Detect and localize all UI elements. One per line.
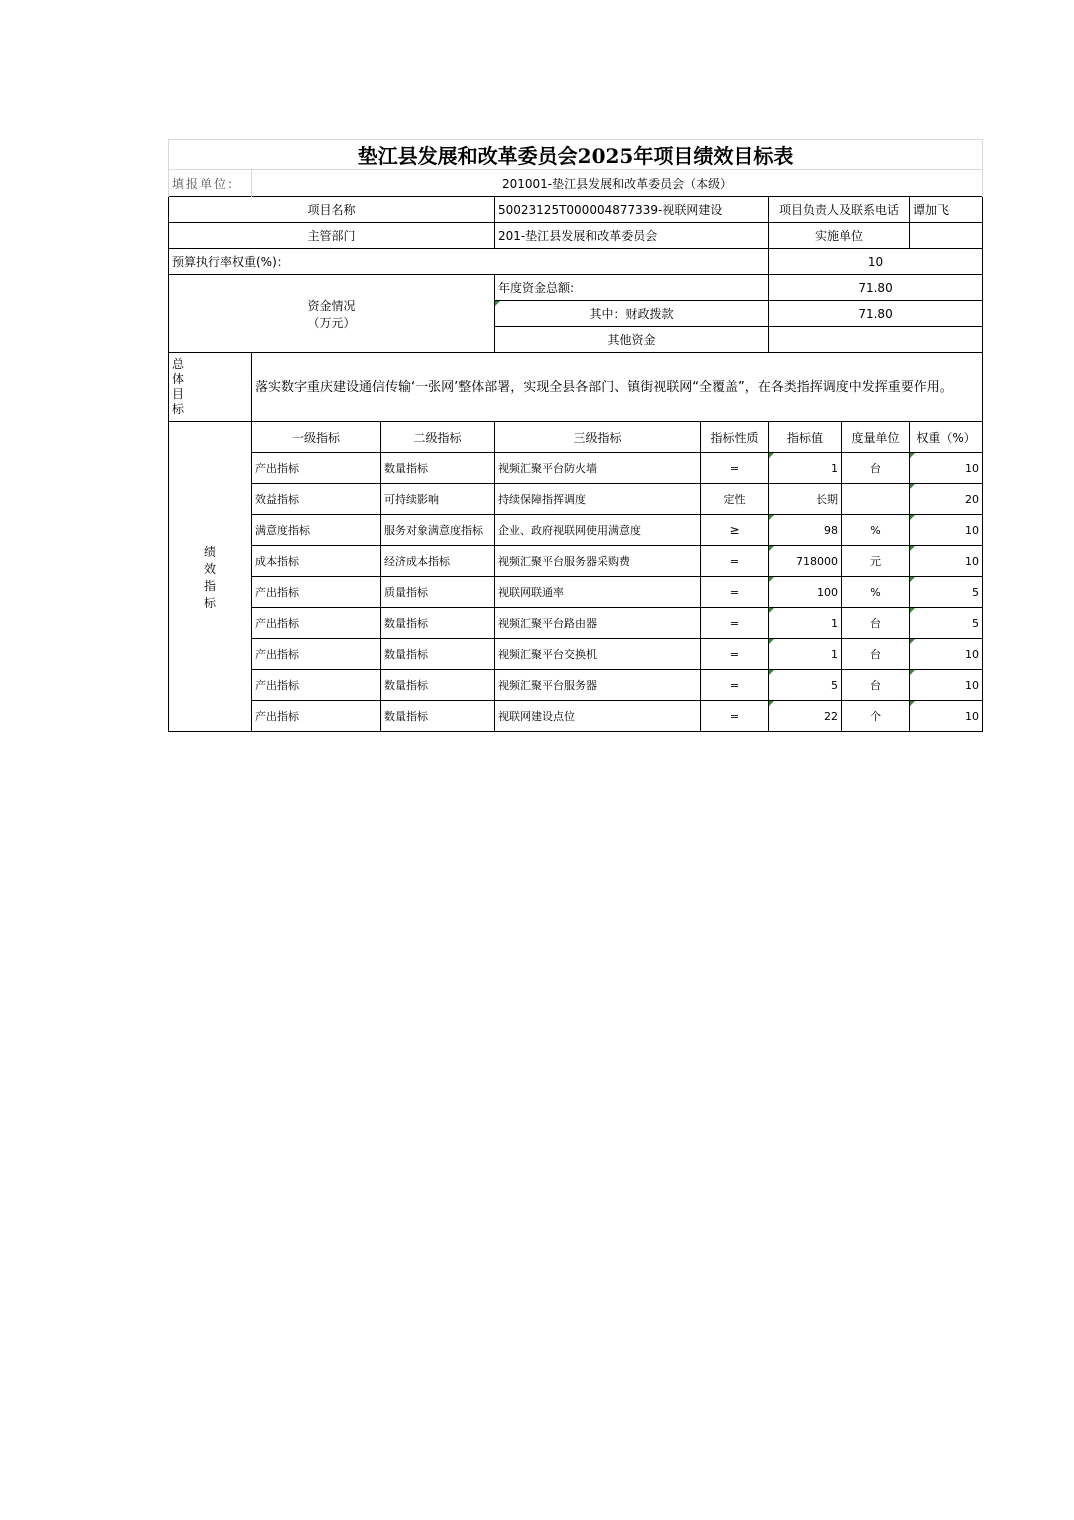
nature-cell: = — [701, 639, 769, 670]
weight-cell: 10 — [910, 515, 983, 546]
goal-char-4: 标 — [172, 402, 185, 416]
unit-cell: 个 — [842, 701, 910, 732]
value-cell: 100 — [769, 577, 842, 608]
level1-cell: 成本指标 — [252, 546, 381, 577]
value-cell: 98 — [769, 515, 842, 546]
weight-cell: 10 — [910, 701, 983, 732]
level1-cell: 效益指标 — [252, 484, 381, 515]
value-cell: 长期 — [769, 484, 842, 515]
goal-char-1: 总 — [172, 357, 185, 371]
level2-cell: 数量指标 — [381, 670, 495, 701]
table-row — [169, 484, 983, 515]
header-nature: 指标性质 — [701, 422, 769, 453]
unit-cell: 台 — [842, 670, 910, 701]
budget-rate-value: 10 — [769, 249, 983, 275]
level3-cell: 持续保障指挥调度 — [495, 484, 701, 515]
table-row — [169, 670, 983, 701]
weight-cell: 5 — [910, 577, 983, 608]
fill-unit-value: 201001-垫江县发展和改革委员会（本级） — [252, 170, 983, 197]
level3-cell: 视联网联通率 — [495, 577, 701, 608]
overall-goal-label — [169, 353, 252, 422]
level2-cell: 数量指标 — [381, 453, 495, 484]
manager-value: 谭加飞 — [910, 197, 983, 223]
header-weight: 权重（%） — [910, 422, 983, 453]
value-cell: 718000 — [769, 546, 842, 577]
table-row — [169, 453, 983, 484]
level1-cell: 产出指标 — [252, 670, 381, 701]
weight-cell: 10 — [910, 453, 983, 484]
dept-value: 201-垫江县发展和改革委员会 — [495, 223, 769, 249]
goal-char-2: 体 — [172, 372, 185, 386]
value-cell: 22 — [769, 701, 842, 732]
nature-cell: ≥ — [701, 515, 769, 546]
other-funds-label: 其他资金 — [495, 327, 769, 353]
fiscal-value: 71.80 — [769, 301, 983, 327]
weight-cell: 5 — [910, 608, 983, 639]
project-name-label: 项目名称 — [169, 197, 495, 223]
funds-label — [169, 275, 495, 353]
unit-cell: 元 — [842, 546, 910, 577]
level2-cell: 数量指标 — [381, 639, 495, 670]
nature-cell: = — [701, 453, 769, 484]
level3-cell: 视频汇聚平台服务器 — [495, 670, 701, 701]
table-row — [169, 608, 983, 639]
nature-cell: = — [701, 701, 769, 732]
level2-cell: 数量指标 — [381, 608, 495, 639]
unit-cell: % — [842, 515, 910, 546]
perf-char-2: 效 — [203, 561, 216, 576]
table-row — [169, 515, 983, 546]
nature-cell: 定性 — [701, 484, 769, 515]
manager-label: 项目负责人及联系电话 — [769, 197, 910, 223]
level1-cell: 产出指标 — [252, 577, 381, 608]
dept-label: 主管部门 — [169, 223, 495, 249]
annual-total-label: 年度资金总额: — [495, 275, 769, 301]
performance-indicators-label — [169, 422, 252, 732]
header-level2: 二级指标 — [381, 422, 495, 453]
unit-cell: 台 — [842, 639, 910, 670]
level3-cell: 视频汇聚平台防火墙 — [495, 453, 701, 484]
value-cell: 1 — [769, 608, 842, 639]
level3-cell: 视联网建设点位 — [495, 701, 701, 732]
funds-label-line2: （万元） — [307, 315, 356, 330]
budget-rate-label: 预算执行率权重(%)： — [169, 249, 769, 275]
other-funds-value — [769, 327, 983, 353]
nature-cell: = — [701, 608, 769, 639]
nature-cell: = — [701, 577, 769, 608]
value-cell: 1 — [769, 639, 842, 670]
fill-unit-label: 填报单位: — [169, 170, 252, 197]
perf-char-3: 指 — [203, 578, 216, 593]
header-unit: 度量单位 — [842, 422, 910, 453]
level1-cell: 产出指标 — [252, 608, 381, 639]
unit-cell: % — [842, 577, 910, 608]
nature-cell: = — [701, 670, 769, 701]
overall-goal-text: 落实数字重庆建设通信传输‘一张网’整体部署，实现全县各部门、镇街视联网“全覆盖”，在各类指挥调度中发挥重要作用。 — [252, 353, 983, 422]
unit-cell — [842, 484, 910, 515]
level1-cell: 满意度指标 — [252, 515, 381, 546]
level2-cell: 服务对象满意度指标 — [381, 515, 495, 546]
level3-cell: 企业、政府视联网使用满意度 — [495, 515, 701, 546]
fiscal-label: 其中：财政拨款 — [495, 301, 769, 327]
header-value: 指标值 — [769, 422, 842, 453]
level2-cell: 质量指标 — [381, 577, 495, 608]
annual-total-value: 71.80 — [769, 275, 983, 301]
impl-value — [910, 223, 983, 249]
table-row — [169, 577, 983, 608]
weight-cell: 10 — [910, 670, 983, 701]
value-cell: 5 — [769, 670, 842, 701]
table-row — [169, 701, 983, 732]
table-row — [169, 546, 983, 577]
level3-cell: 视频汇聚平台交换机 — [495, 639, 701, 670]
project-name-value: 50023125T000004877339-视联网建设 — [495, 197, 769, 223]
sheet-title: 垫江县发展和改革委员会2025年项目绩效目标表 — [169, 140, 983, 170]
level2-cell: 可持续影响 — [381, 484, 495, 515]
unit-cell: 台 — [842, 608, 910, 639]
perf-char-4: 标 — [203, 595, 216, 610]
table-row — [169, 639, 983, 670]
weight-cell: 10 — [910, 546, 983, 577]
nature-cell: = — [701, 546, 769, 577]
unit-cell: 台 — [842, 453, 910, 484]
level2-cell: 数量指标 — [381, 701, 495, 732]
performance-table — [168, 139, 983, 732]
funds-label-line1: 资金情况 — [307, 298, 356, 313]
weight-cell: 20 — [910, 484, 983, 515]
level1-cell: 产出指标 — [252, 639, 381, 670]
goal-char-3: 目 — [172, 387, 185, 401]
impl-label: 实施单位 — [769, 223, 910, 249]
level3-cell: 视频汇聚平台路由器 — [495, 608, 701, 639]
perf-char-1: 绩 — [203, 544, 216, 559]
header-level3: 三级指标 — [495, 422, 701, 453]
header-level1: 一级指标 — [252, 422, 381, 453]
performance-target-sheet — [168, 139, 982, 732]
value-cell: 1 — [769, 453, 842, 484]
level2-cell: 经济成本指标 — [381, 546, 495, 577]
level1-cell: 产出指标 — [252, 701, 381, 732]
level3-cell: 视频汇聚平台服务器采购费 — [495, 546, 701, 577]
weight-cell: 10 — [910, 639, 983, 670]
level1-cell: 产出指标 — [252, 453, 381, 484]
